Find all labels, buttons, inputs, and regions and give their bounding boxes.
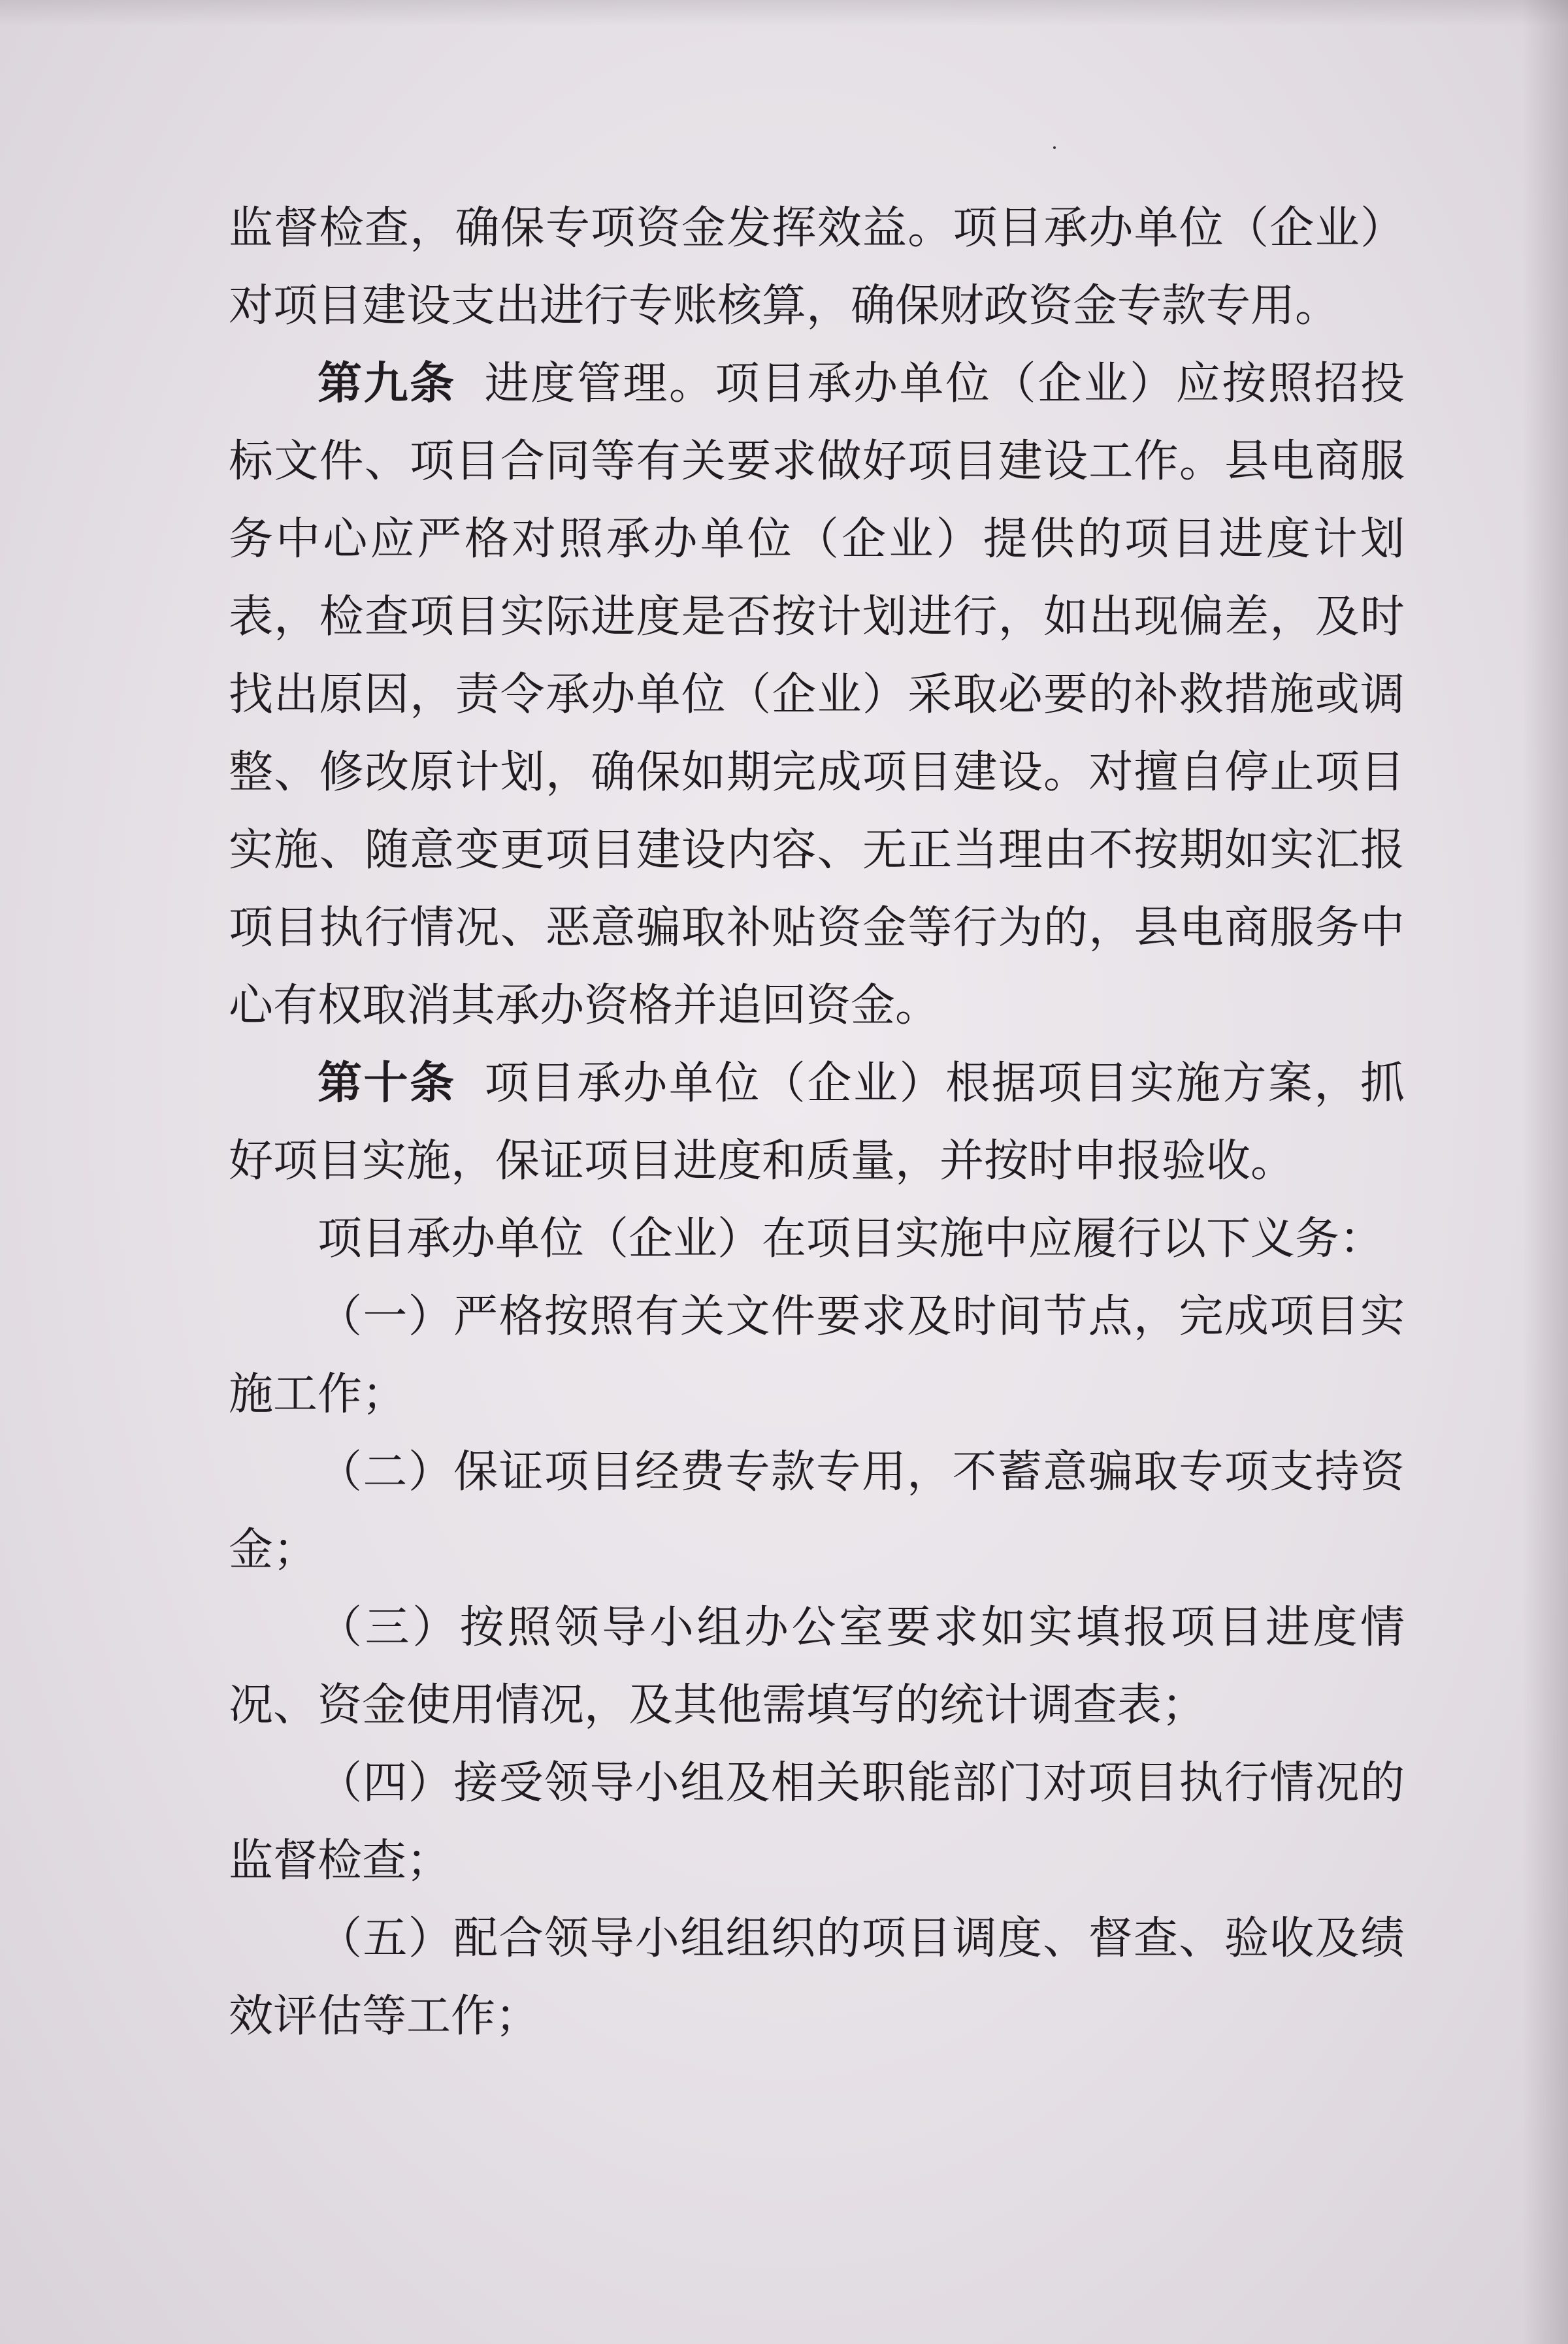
obligation-item-3-text: （三）按照领导小组办公室要求如实填报项目进度情况、资金使用情况，及其他需填写的统计调查表； bbox=[229, 1602, 1405, 1731]
article-10-text: 项目承办单位（企业）根据项目实施方案，抓好项目实施，保证项目进度和质量，并按时申报验收。 bbox=[229, 1058, 1405, 1187]
top-shadow bbox=[0, 0, 1568, 26]
obligation-item-2-text: （二）保证项目经费专款专用，不蓄意骗取专项支持资金； bbox=[229, 1446, 1405, 1576]
obligation-item-5-text: （五）配合领导小组组织的项目调度、督查、验收及绩效评估等工作； bbox=[229, 1913, 1405, 2042]
paper-speck bbox=[1053, 146, 1056, 149]
document-body bbox=[229, 189, 1405, 2055]
paragraph-1-text: 监督检查，确保专项资金发挥效益。项目承办单位（企业）对项目建设支出进行专账核算，确保财政资金专款专用。 bbox=[229, 203, 1405, 332]
article-9-heading: 第九条 bbox=[318, 357, 456, 410]
obligation-item-2 bbox=[229, 1433, 1405, 1589]
article-9-text: 进度管理。项目承办单位（企业）应按照招投标文件、项目合同等有关要求做好项目建设工作。县电商服务中心应严格对照承办单位（企业）提供的项目进度计划表，检查项目实际进度是否按计划进行，如出现偏差，及时找出原因，责令承办单位（企业）采取必要的补救措施或调整、修改原计划，确保如期完成项目建设。对擅自停止项目实施、随意变更项目建设内容、无正当理由不按期如实汇报项目执行情况、恶意骗取补贴资金等行为的，县电商服务中心有权取消其承办资格并追回资金。 bbox=[229, 358, 1405, 1032]
obligations-intro-text: 项目承办单位（企业）在项目实施中应履行以下义务： bbox=[318, 1213, 1384, 1265]
obligation-item-4-text: （四）接受领导小组及相关职能部门对项目执行情况的监督检查； bbox=[229, 1757, 1405, 1887]
obligation-item-4 bbox=[229, 1744, 1405, 1900]
article-10-heading: 第十条 bbox=[318, 1057, 456, 1109]
obligation-item-1-text: （一）严格按照有关文件要求及时间节点，完成项目实施工作； bbox=[229, 1291, 1405, 1420]
obligation-item-5 bbox=[229, 1900, 1405, 2055]
paragraph-1 bbox=[229, 189, 1405, 345]
article-9-paragraph bbox=[229, 345, 1405, 1045]
article-10-paragraph bbox=[229, 1045, 1405, 1200]
obligation-item-3 bbox=[229, 1589, 1405, 1744]
obligation-item-1 bbox=[229, 1278, 1405, 1433]
obligations-intro bbox=[229, 1200, 1405, 1278]
right-edge-shadow bbox=[1522, 0, 1568, 2344]
